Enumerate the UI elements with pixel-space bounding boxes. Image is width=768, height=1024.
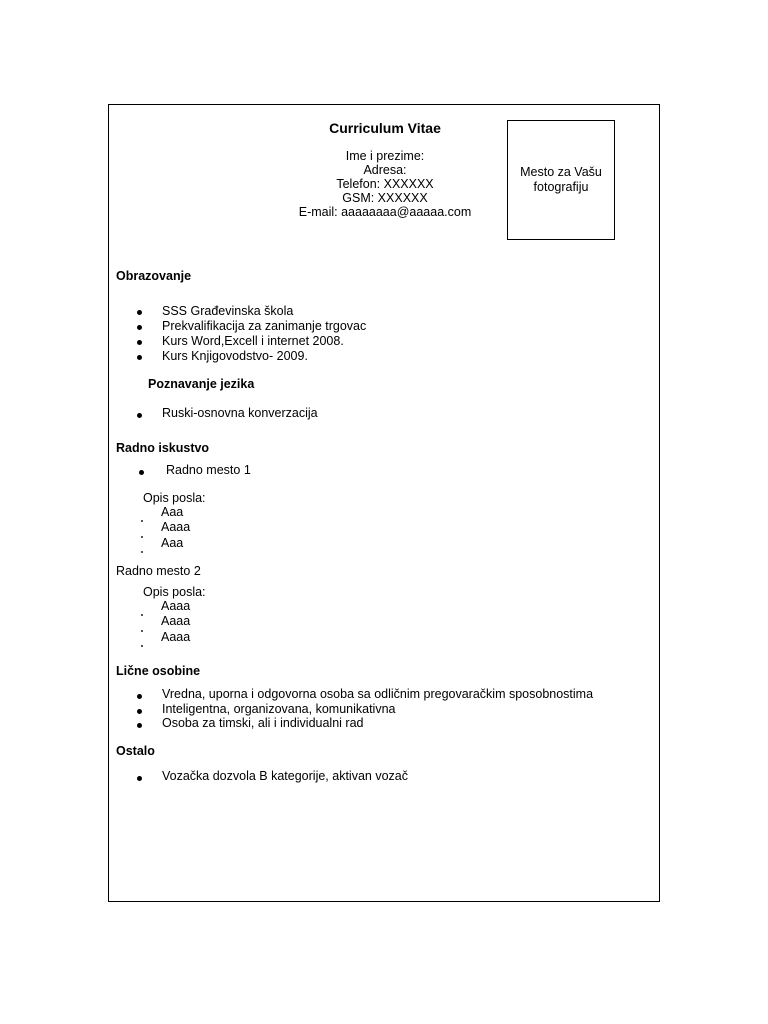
personal-item: Osoba za timski, ali i individualni rad xyxy=(162,716,364,730)
list-item xyxy=(137,407,142,421)
other-heading: Ostalo xyxy=(116,744,155,758)
list-item xyxy=(137,717,142,731)
list-item xyxy=(137,770,142,784)
personal-item: Inteligentna, organizovana, komunikativna xyxy=(162,702,396,716)
list-item xyxy=(141,636,143,650)
photo-placeholder-label: Mesto za Vašu fotografiju xyxy=(520,165,602,194)
other-item: Vozačka dozvola B kategorije, aktivan vozač xyxy=(162,769,408,783)
bullet-icon xyxy=(137,723,142,728)
contact-email: E-mail: aaaaaaaa@aaaaa.com xyxy=(298,205,472,219)
cv-page xyxy=(108,104,660,902)
bullet-icon xyxy=(137,310,142,315)
list-item xyxy=(137,688,142,702)
list-item xyxy=(137,304,142,318)
bullet-icon xyxy=(137,694,142,699)
bullet-icon xyxy=(137,355,142,360)
list-item xyxy=(137,319,142,333)
list-item xyxy=(137,334,142,348)
bullet-icon xyxy=(141,614,143,616)
personal-item: Vredna, uporna i odgovorna osoba sa odličnim pregovaračkim sposobnostima xyxy=(162,687,594,701)
bullet-icon xyxy=(141,630,143,632)
list-item xyxy=(137,349,142,363)
experience-heading: Radno iskustvo xyxy=(116,441,210,455)
bullet-icon xyxy=(137,776,142,781)
list-item xyxy=(139,464,144,478)
list-item xyxy=(141,527,143,541)
job2-desc-label: Opis posla: xyxy=(143,585,206,599)
contact-address: Adresa: xyxy=(363,163,407,177)
job1-title: Radno mesto 1 xyxy=(166,463,251,477)
photo-placeholder xyxy=(507,120,615,240)
education-item: SSS Građevinska škola xyxy=(162,304,294,318)
bullet-icon xyxy=(141,536,143,538)
contact-phone: Telefon: XXXXXX xyxy=(336,177,434,191)
bullet-icon xyxy=(137,325,142,330)
bullet-icon xyxy=(139,470,144,475)
list-item xyxy=(141,511,143,525)
job1-task: Aaa xyxy=(161,536,184,550)
language-item: Ruski-osnovna konverzacija xyxy=(162,406,318,420)
personal-heading: Lične osobine xyxy=(116,664,201,678)
list-item xyxy=(141,605,143,619)
job1-task: Aaaa xyxy=(161,520,191,534)
education-item: Kurs Word,Excell i internet 2008. xyxy=(162,334,344,348)
contact-name: Ime i prezime: xyxy=(345,149,425,163)
bullet-icon xyxy=(141,520,143,522)
education-item: Kurs Knjigovodstvo- 2009. xyxy=(162,349,308,363)
education-heading: Obrazovanje xyxy=(116,269,192,283)
job2-task: Aaaa xyxy=(161,614,191,628)
page-title: Curriculum Vitae xyxy=(329,120,441,136)
list-item xyxy=(137,703,142,717)
list-item xyxy=(141,542,143,556)
job2-title: Radno mesto 2 xyxy=(116,564,201,578)
bullet-icon xyxy=(137,340,142,345)
job1-desc-label: Opis posla: xyxy=(143,491,206,505)
job1-task: Aaa xyxy=(161,505,184,519)
bullet-icon xyxy=(141,645,143,647)
bullet-icon xyxy=(141,551,143,553)
bullet-icon xyxy=(137,413,142,418)
bullet-icon xyxy=(137,709,142,714)
contact-gsm: GSM: XXXXXX xyxy=(342,191,428,205)
job2-task: Aaaa xyxy=(161,630,191,644)
languages-heading: Poznavanje jezika xyxy=(148,377,255,391)
list-item xyxy=(141,621,143,635)
education-item: Prekvalifikacija za zanimanje trgovac xyxy=(162,319,367,333)
job2-task: Aaaa xyxy=(161,599,191,613)
